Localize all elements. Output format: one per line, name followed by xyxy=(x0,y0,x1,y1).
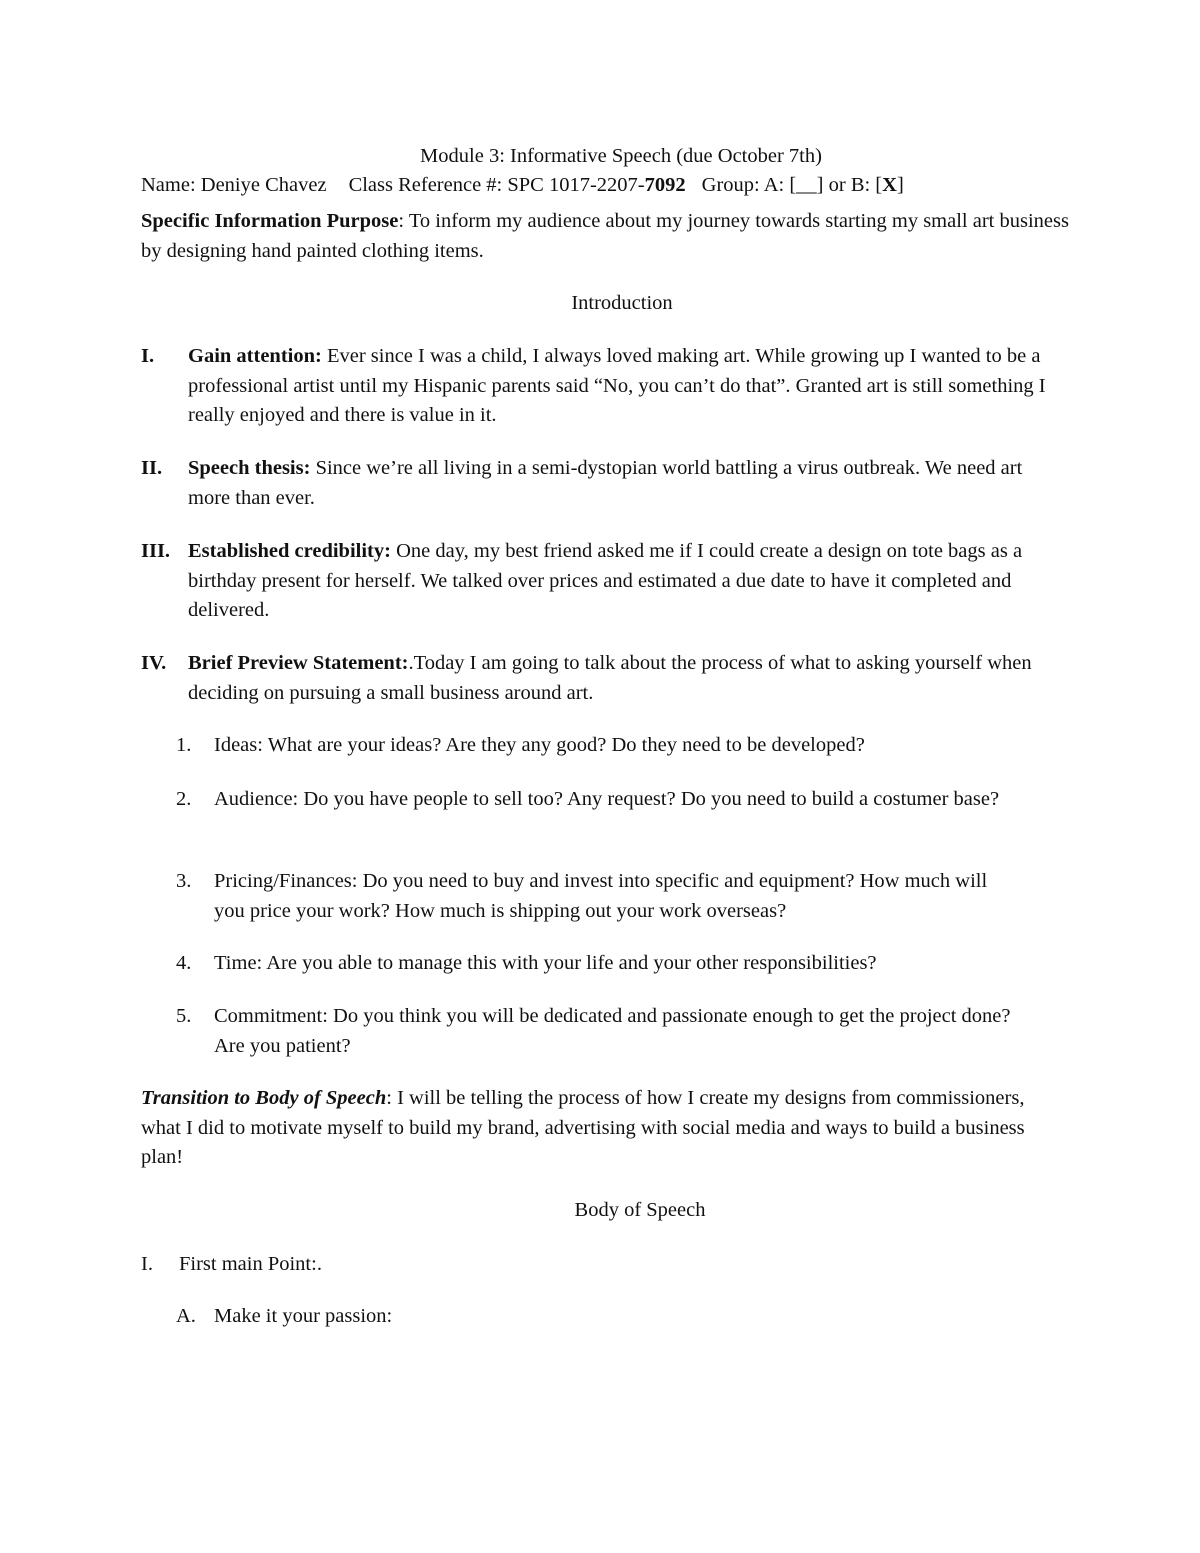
introduction-heading: Introduction xyxy=(571,292,673,314)
class-reference: Class Reference #: SPC 1017-2207- xyxy=(348,174,645,196)
class-reference-number: 7092 xyxy=(644,174,686,196)
specific-purpose xyxy=(141,207,1071,266)
purpose-text: : To inform my audience about my journey towards starting my small art business by designing hand painted clothing items. xyxy=(141,210,1069,262)
body-subpoint-text: Make it your passion: xyxy=(214,1305,393,1327)
intro-item-gain-attention xyxy=(188,342,1048,431)
preview-point-audience: Audience: Do you have people to sell too? Any request? Do you need to build a costumer base? xyxy=(214,788,1000,810)
intro-numeral-3: III. xyxy=(141,540,171,562)
intro-item-text: Ever since I was a child, I always loved making art. While growing up I wanted to be a professional artist until my Hispanic parents said “No, you can’t do that”. Granted art is still something I really enjoyed and there is value in it. xyxy=(188,345,1046,426)
intro-item-speech-thesis xyxy=(188,454,1038,513)
intro-item-text: Since we’re all living in a semi-dystopian world battling a virus outbreak. We need art more than ever. xyxy=(188,457,1023,509)
intro-item-label: Speech thesis: xyxy=(188,457,311,479)
preview-point-commitment: Commitment: Do you think you will be dedicated and passionate enough to get the project done? Are you patient? xyxy=(214,1005,1011,1057)
body-heading: Body of Speech xyxy=(574,1199,706,1221)
preview-number-2: 2. xyxy=(176,788,192,810)
student-name: Name: Deniye Chavez xyxy=(141,174,327,196)
intro-item-label: Brief Preview Statement: xyxy=(188,652,409,674)
intro-item-credibility xyxy=(188,537,1068,626)
transition-label: Transition to Body of Speech xyxy=(141,1087,387,1109)
preview-point-time: Time: Are you able to manage this with your life and your other responsibilities? xyxy=(214,952,877,974)
preview-number-5: 5. xyxy=(176,1005,192,1027)
student-info-line xyxy=(141,171,1101,201)
intro-item-preview xyxy=(188,649,1038,708)
purpose-label: Specific Information Purpose xyxy=(141,210,399,232)
transition-text: : I will be telling the process of how I create my designs from commissioners, what I did to motivate myself to build my brand, advertising with social media and ways to build a business plan! xyxy=(141,1087,1025,1168)
intro-numeral-4: IV. xyxy=(141,652,167,674)
body-numeral-1: I. xyxy=(141,1253,153,1275)
intro-item-label: Established credibility: xyxy=(188,540,391,562)
preview-number-1: 1. xyxy=(176,734,192,756)
intro-item-text: .Today I am going to talk about the process of what to asking yourself when deciding on pursuing a small business around art. xyxy=(188,652,1032,704)
group-bracket: ] xyxy=(896,174,904,196)
intro-item-text: One day, my best friend asked me if I could create a design on tote bags as a birthday present for herself. We talked over prices and estimated a due date to have it completed and delivered. xyxy=(188,540,1023,621)
preview-point-ideas: Ideas: What are your ideas? Are they any good? Do they need to be developed? xyxy=(214,734,865,756)
body-subpoint-letter: A. xyxy=(176,1305,196,1327)
group-mark: X xyxy=(882,174,897,196)
preview-point-pricing: Pricing/Finances: Do you need to buy and invest into specific and equipment? How much will you price your work? How much is shipping out your work overseas? xyxy=(214,870,988,922)
document-title: Module 3: Informative Speech (due October 7th) xyxy=(420,145,822,167)
preview-number-3: 3. xyxy=(176,870,192,892)
intro-item-label: Gain attention: xyxy=(188,345,322,367)
intro-numeral-1: I. xyxy=(141,345,155,367)
preview-number-4: 4. xyxy=(176,952,192,974)
group-selection: Group: A: [__] or B: [ xyxy=(701,174,883,196)
intro-numeral-2: II. xyxy=(141,457,163,479)
transition-paragraph xyxy=(141,1084,1046,1173)
body-main-point: First main Point:. xyxy=(179,1253,322,1275)
